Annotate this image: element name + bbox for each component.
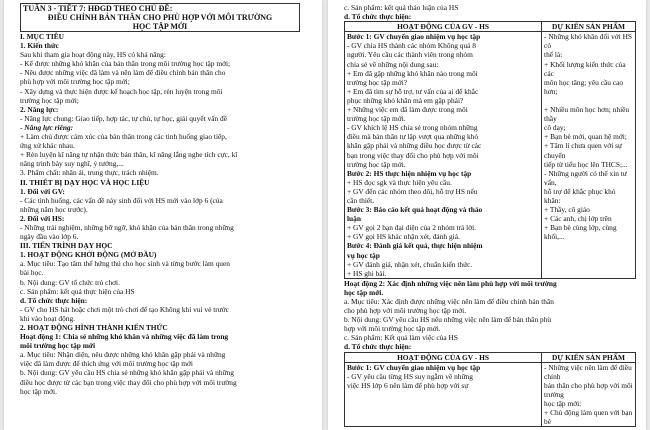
text-line: khăn gặp phải và những điều học được từ các — [347, 141, 482, 151]
text-line: - GV chia HS thành các nhóm Không quá 8 — [347, 41, 476, 51]
activity-2-section — [344, 279, 636, 352]
text-line: Bước 3: Báo cáo kết quả hoạt động và thảo — [347, 205, 483, 215]
text-line: Bước 2: HS thực hiện nhiệm vụ học tập — [347, 168, 472, 178]
lesson-title-line-1: ĐIỀU CHỈNH BẢN THÂN CHO PHÙ HỢP VỚI MÔI TRƯỜNG — [47, 13, 273, 22]
lesson-header: TUẦN 3 - TIẾT 7: HĐGD THEO CHỦ ĐỀ: — [23, 4, 173, 13]
text-line: khi vào hoạt động. — [20, 313, 76, 323]
text-line: 1. HOẠT ĐỘNG KHỞI ĐỘNG (MỞ ĐẦU) — [20, 250, 157, 260]
text-line: hợp với môi trường học tập mới. — [344, 324, 441, 334]
text-line: - Nêu được những việc đã làm và nên làm để điều chỉnh bản thân cho — [20, 68, 226, 78]
text-line: việc HS lớp 6 nên làm để phù hợp với sự — [347, 380, 469, 390]
text-line: + GV gọi 2 bạn đại diện của 2 nhóm trả lời. — [347, 223, 477, 233]
text-line: cho phù hợp với môi trường học tập mới. — [344, 306, 467, 316]
text-line: 2. Năng lực: — [20, 104, 59, 114]
text-line — [544, 96, 633, 105]
text-line: - GV yêu cầu từng HS suy ngẫm về những — [347, 371, 473, 381]
text-line: việc đã làm được để thích ứng với môi trường học tập mới — [20, 359, 193, 369]
text-line: - Các tình huống, các vấn đề nảy sinh đối với HS mới vào lớp 6 (của — [20, 195, 223, 205]
text-line: trường học tập mới. — [347, 114, 406, 124]
text-line: học tập mới. — [344, 287, 384, 297]
table-header-product: DỰ KIẾN SẢN PHẨM — [542, 352, 636, 362]
text-line: điều học được từ các bạn trong việc thay đổi cho phù hợp với môi trường — [20, 377, 237, 387]
text-line: Hoạt động 2: Xác định những việc nên làm phù hợp với môi trường — [344, 278, 557, 288]
text-line: học tập mới: — [544, 399, 582, 409]
text-line: - Những khó khăn đối với HS có — [544, 32, 633, 51]
table-cell-product — [542, 362, 636, 427]
text-line: + Những việc em đã làm được trong môi — [347, 105, 468, 115]
table-header-row — [345, 22, 636, 32]
text-line: thể là: — [544, 50, 563, 60]
text-line: 3. Phẩm chất: nhân ái, trung thực, trách nhiệm. — [20, 168, 159, 178]
text-line: - Năng lực riêng: — [20, 122, 74, 132]
left-body — [20, 32, 312, 396]
text-line: học tập mới. — [20, 386, 57, 396]
text-line: a. Mục tiêu: Tạo tâm thế hứng thú cho học sinh và từng bước làm quen — [20, 259, 230, 269]
text-line: II. THIẾT BỊ DẠY HỌC VÀ HỌC LIỆU — [20, 177, 150, 187]
text-line: b. Nội dung: GV tổ chức trò chơi. — [20, 277, 120, 287]
text-line: + Bạn bè cùng lớp, cùng khối,... — [544, 223, 617, 242]
table-cell-activity — [345, 362, 542, 427]
text-line: 2. HOẠT ĐỘNG HÌNH THÀNH KIẾN THỨC — [20, 323, 168, 332]
text-line: môn học tăng; yêu cầu cao hơn; — [544, 77, 624, 96]
text-line: b. Nội dung: GV yêu cầu HS chia sẻ những khó khăn gặp phải và những — [20, 368, 234, 378]
text-line: ứng xử khác nhau. — [20, 141, 75, 151]
text-line: người. Yêu cầu các thành viên trong nhóm — [347, 50, 473, 60]
text-line: + GV đến các nhóm theo dõi, hỗ trợ HS nếu — [347, 186, 478, 196]
organize-line: d. Tổ chức thực hiện: — [344, 12, 412, 22]
text-line: bản thân cho phù hợp với môi trường — [544, 380, 633, 399]
text-line: Bước 1: GV chuyển giao nhiệm vụ học tập — [347, 362, 481, 372]
text-line: c. Sản phẩm: kết quả thực hiện của HS — [20, 286, 135, 296]
text-line: a. Mục tiêu: Nhận diện, nêu được những khó khăn gặp phải và những — [20, 350, 226, 360]
text-line: + Em đã tìm sự hỗ trợ, tư vấn của ai để khắc — [347, 86, 479, 96]
text-line: - GV cho HS hát hoặc chơi một trò chơi để tạo Không khí vui vẻ trước — [20, 304, 229, 314]
text-line: + GV gọi HS khác nhận xét, đánh giá. — [347, 232, 460, 242]
text-line: Bước 4: Đánh giá kết quả, thực hiện nhiệm — [347, 241, 483, 251]
table-row — [345, 32, 636, 279]
lesson-title-line-2: HỌC TẬP MỚI — [132, 22, 188, 31]
text-line: trường học tập mới? — [347, 77, 408, 87]
text-line: hỗ trợ để khắc phục khó khăn: — [544, 186, 616, 205]
text-line: III. TIẾN TRÌNH DẠY HỌC — [20, 241, 113, 251]
text-line: 1. Kiến thức — [20, 41, 59, 51]
text-line: d. Tổ chức thực hiện: — [344, 342, 412, 352]
text-line: phục những khó khăn mà em gặp phải? — [347, 95, 464, 105]
table-cell-activity — [345, 32, 542, 279]
document-page-left — [4, 0, 322, 430]
text-line: + Rèn luyện kĩ năng tự nhận thức bản thân, kĩ năng lắng nghe tích cực, kĩ — [20, 150, 238, 160]
table-row — [345, 362, 636, 427]
table-header-activity: HOẠT ĐỘNG CỦA GV - HS — [345, 22, 542, 32]
text-line: - Năng lực chung: Giao tiếp, hợp tác, tự chủ, tự học, giải quyết vấn đề — [20, 113, 227, 123]
text-line: trường học tập mới. — [347, 159, 406, 169]
text-line: môi trường học tập mới — [20, 341, 96, 351]
text-line: - GV khích lệ HS chia sẻ trong nhóm những — [347, 123, 478, 133]
text-line: + HS đọc sgk và thực hiện yêu cầu. — [347, 177, 452, 187]
text-line: tiếp từ tiểu học lên THCS;... — [544, 159, 628, 169]
table-header-row — [345, 352, 636, 362]
text-line: - Xây dựng và thực hiện được kế hoạch học tập, rèn luyện trong môi — [20, 86, 223, 96]
text-line: bạn trong việc thay đổi cho phù hợp với môi — [347, 150, 479, 160]
text-line: điều mà bản thân tự lập vượt qua những khó — [347, 132, 479, 142]
text-line: b. Nội dung: GV yêu cầu HS nêu những việc nên làm để bản thân phù — [344, 315, 552, 325]
text-line: + Chủ động làm quen với bạn bè — [544, 408, 633, 427]
text-line: + Thầy, cô giáo — [544, 205, 590, 215]
text-line: a. Mục tiêu: Xác định được những việc nên làm để điều chỉnh bản thân — [344, 297, 554, 306]
table-header-activity: HOẠT ĐỘNG CỦA GV - HS — [345, 352, 542, 362]
text-line: Bước 1: GV chuyển giao nhiệm vụ học tập — [347, 32, 481, 42]
activity-table-1 — [344, 21, 636, 279]
title-box — [20, 3, 300, 32]
text-line: - Những người có thể xin tư vấn, — [544, 168, 627, 187]
text-line: c. Sản phẩm: Kết quả làm việc của HS — [344, 333, 458, 343]
text-line: + Tâm lí chưa quen với sự chuyển — [544, 141, 622, 160]
text-line: Hoạt động 1: Chia sẻ những khó khăn và những việc đã làm trong — [20, 332, 229, 342]
text-line: - Những việc nên làm để điều chỉnh — [544, 362, 632, 381]
text-line: + Làm chủ được cảm xúc của bản thân trong các tình huống giao tiếp, — [20, 132, 227, 142]
document-page-right — [328, 0, 646, 430]
text-line: vụ học tập — [347, 250, 380, 260]
text-line: - Những trải nghiệm, những bỡ ngỡ, khó khăn của bản thân trong những — [20, 222, 234, 232]
text-line: 2. Đối với HS: — [20, 213, 65, 223]
text-line: + HS ghi bài. — [347, 268, 387, 278]
text-line: những năm học trước). — [20, 204, 88, 214]
text-line: phù hợp với môi trường học tập mới; — [20, 77, 130, 87]
product-line: c. Sản phẩm: kết quả thảo luận của HS — [344, 3, 459, 12]
text-line: ngày đầu vào lớp 6. — [20, 232, 79, 242]
text-line: + Khối lượng kiến thức của các — [544, 59, 626, 78]
text-line: trường học tập mới; — [20, 95, 79, 105]
text-line: + Em đã gặp những khó khăn nào trong môi — [347, 68, 478, 78]
text-line: luận — [347, 214, 361, 224]
text-line: + Các anh, chị lớp trên — [544, 214, 612, 224]
text-line: cần thiết. — [347, 195, 375, 205]
text-line: + GV đánh giá, nhận xét, chuẩn kiến thức. — [347, 259, 473, 269]
text-line: I. MỤC TIÊU — [20, 32, 65, 41]
text-line: 1. Đối với GV: — [20, 186, 65, 196]
activity-table-2 — [344, 352, 636, 428]
left-column — [20, 3, 312, 396]
text-line: + Bạn bè mới, quan hệ mới; — [544, 132, 627, 142]
table-cell-product — [542, 32, 636, 279]
text-line: bài học. — [20, 268, 44, 278]
text-line: cô dạy; — [544, 123, 566, 133]
text-line: Sau khi tham gia hoạt động này, HS có khả năng: — [20, 50, 166, 60]
table-header-product: DỰ KIẾN SẢN PHẨM — [542, 22, 636, 32]
right-column — [344, 3, 636, 427]
text-line: - Kể được những khó khăn của bản thân trong môi trường học tập mới; — [20, 59, 231, 69]
text-line: + Nhiều môn học hơn; nhiều thầy — [544, 105, 630, 124]
text-line: d. Tổ chức thực hiện: — [20, 295, 88, 305]
text-line: chia sẻ về những nội dung sau: — [347, 59, 439, 69]
text-line: năng trình bày suy nghĩ, ý tưởng,... — [20, 159, 124, 169]
